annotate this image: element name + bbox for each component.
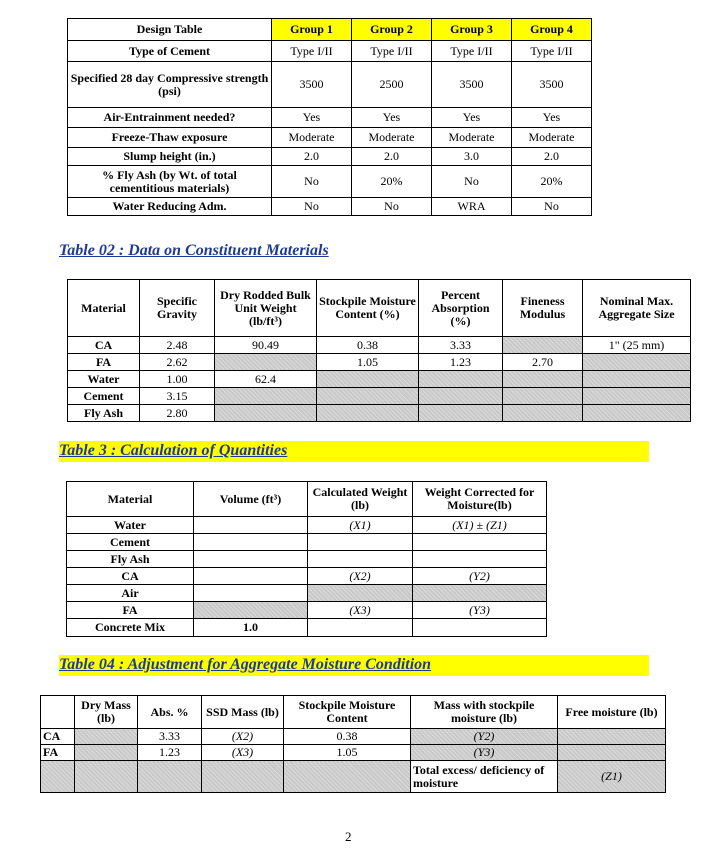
- table-row: Air-Entrainment needed? Yes Yes Yes Yes: [68, 108, 592, 128]
- table-row: Fly Ash 2.80: [68, 405, 691, 422]
- table-row: Specified 28 day Compressive strength (psi) 3500 2500 3500 3500: [68, 62, 592, 108]
- col-corr-weight: Weight Corrected for Moisture(lb): [413, 482, 547, 517]
- col-abs: Abs. %: [138, 696, 202, 729]
- table-row: [41, 761, 666, 793]
- col-specific-gravity: Specific Gravity: [140, 280, 215, 337]
- col-ssd-mass: SSD Mass (lb): [202, 696, 284, 729]
- table-row: Slump height (in.) 2.0 2.0 3.0 2.0: [68, 148, 592, 166]
- table-row: FA 2.62 1.05 1.23 2.70: [68, 354, 691, 371]
- table-row: Freeze-Thaw exposure Moderate Moderate Moderate Moderate: [68, 128, 592, 148]
- quantities-table: [66, 481, 547, 637]
- col-volume: Volume (ft³): [194, 482, 308, 517]
- table-row: CA 3.33 (X2) 0.38 (Y2): [41, 729, 666, 745]
- col-mass-stockpile: Mass with stockpile moisture (lb): [411, 696, 558, 729]
- table-row: Cement: [67, 534, 547, 551]
- col-absorption: Percent Absorption (%): [419, 280, 503, 337]
- design-table-title: Design Table: [68, 19, 272, 41]
- constituent-materials-table: [67, 279, 691, 422]
- col-material: Material: [68, 280, 140, 337]
- col-dry-mass: Dry Mass (lb): [75, 696, 138, 729]
- group-4-header: Group 4: [512, 19, 592, 41]
- table-row: Water 1.00 62.4: [68, 371, 691, 388]
- col-stockpile-moisture: Stockpile Moisture Content: [284, 696, 411, 729]
- col-free-moisture: Free moisture (lb): [558, 696, 666, 729]
- table04-caption-highlight: [59, 655, 649, 676]
- table-row: Fly Ash: [67, 551, 547, 568]
- table-row: Cement 3.15: [68, 388, 691, 405]
- group-1-header: Group 1: [272, 19, 352, 41]
- group-3-header: Group 3: [432, 19, 512, 41]
- col-unit-weight: Dry Rodded Bulk Unit Weight (lb/ft³): [215, 280, 317, 337]
- table-row: % Fly Ash (by Wt. of total cementitious materials) No 20% No 20%: [68, 166, 592, 198]
- col-fineness: Fineness Modulus: [503, 280, 583, 337]
- table-row: Air: [67, 585, 547, 602]
- col-nmas: Nominal Max. Aggregate Size: [583, 280, 691, 337]
- table04-caption: Table 04 : Adjustment for Aggregate Moisture Condition: [59, 656, 432, 673]
- page-number: 2: [345, 829, 352, 844]
- col-calc-weight: Calculated Weight (lb): [308, 482, 413, 517]
- design-table: [67, 18, 592, 216]
- table02-caption: Table 02 : Data on Constituent Materials: [59, 242, 329, 259]
- table-row: CA (X2) (Y2): [67, 568, 547, 585]
- table-row: Water (X1) (X1) ± (Z1): [67, 517, 547, 534]
- col-moisture: Stockpile Moisture Content (%): [317, 280, 419, 337]
- table-row: FA 1.23 (X3) 1.05 (Y3): [41, 745, 666, 761]
- total-moisture-label: Total excess/ deficiency of moisture: [411, 761, 558, 793]
- table-row: Type of Cement Type I/II Type I/II Type I/II Type I/II: [68, 41, 592, 62]
- table-row: CA 2.48 90.49 0.38 3.33 1" (25 mm): [68, 337, 691, 354]
- col-material: Material: [67, 482, 194, 517]
- table-row: Water Reducing Adm. No No WRA No: [68, 198, 592, 216]
- total-moisture-value: (Z1): [558, 761, 666, 793]
- table3-caption: Table 3 : Calculation of Quantities: [59, 442, 288, 459]
- moisture-adjustment-table: [40, 695, 666, 793]
- group-2-header: Group 2: [352, 19, 432, 41]
- table3-caption-highlight: [59, 441, 649, 462]
- table-row: Concrete Mix 1.0: [67, 619, 547, 637]
- table-row: FA (X3) (Y3): [67, 602, 547, 619]
